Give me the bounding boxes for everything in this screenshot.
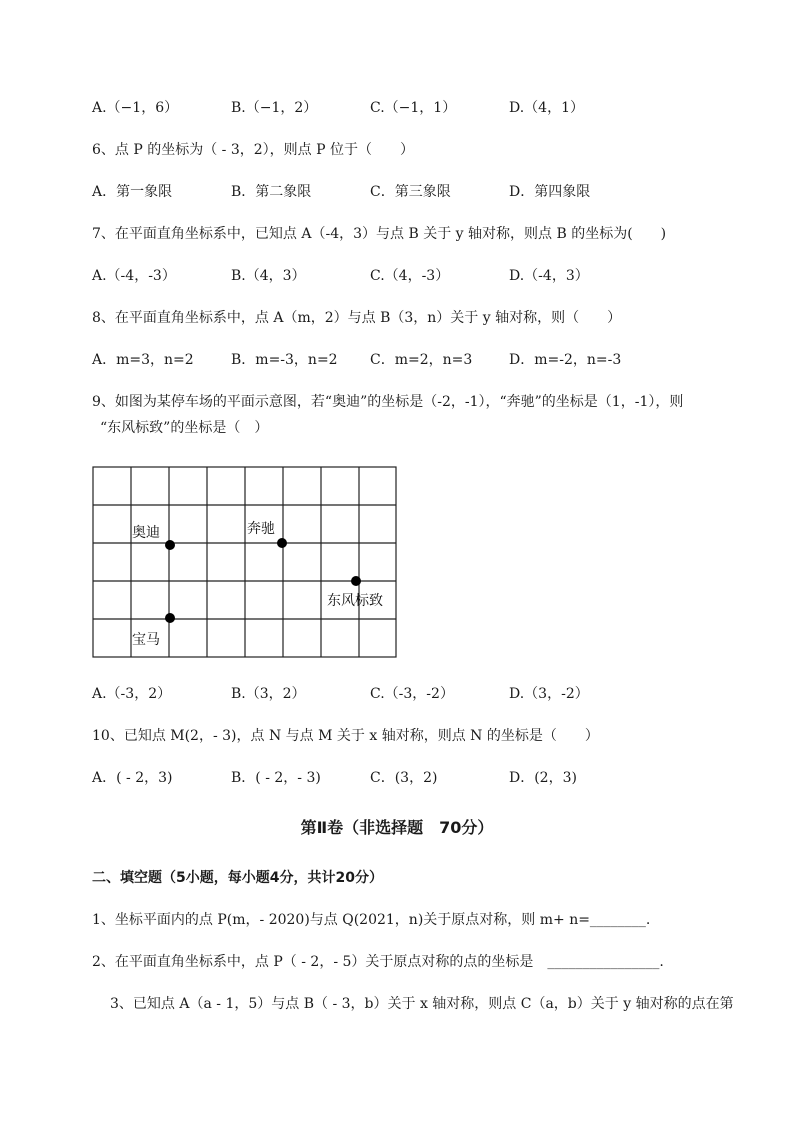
q6-option-b: B．第二象限: [231, 184, 312, 200]
q6-option-a: A．第一象限: [92, 184, 173, 200]
fill-question-2: 2、在平面直角坐标系中，点 P（ - 2，- 5）关于原点对称的点的坐标是 ________________.: [92, 954, 664, 970]
q7-option-c: C.（4，-3）: [370, 268, 450, 284]
q8-option-a: A．m=3，n=2: [92, 352, 194, 368]
q7-stem: 7、在平面直角坐标系中，已知点 A（-4，3）与点 B 关于 y 轴对称，则点 B 的坐标为( ): [92, 226, 667, 242]
q9-option-a: A.（-3，2）: [92, 686, 172, 702]
q8-option-c: C．m=2，n=3: [370, 352, 473, 368]
bmw-point: [165, 613, 175, 623]
fill-question-3: 3、已知点 A（a - 1，5）与点 B（ - 3，b）关于 x 轴对称，则点 C（a，b）关于 y 轴对称的点在第: [110, 996, 734, 1012]
q5-option-c: C.（−1，1）: [370, 100, 457, 116]
q5-option-a: A.（−1，6）: [92, 100, 179, 116]
q7-option-d: D.（-4，3）: [509, 268, 589, 284]
parking-lot-diagram: [92, 466, 398, 659]
q6-option-d: D．第四象限: [509, 184, 591, 200]
q10-option-c: C．(3，2): [370, 770, 438, 786]
q10-stem: 10、已知点 M(2，- 3)，点 N 与点 M 关于 x 轴对称，则点 N 的坐标是（ ）: [92, 728, 599, 744]
q5-option-b: B.（−1，2）: [231, 100, 318, 116]
fill-question-1: 1、坐标平面内的点 P(m，- 2020)与点 Q(2021，n)关于原点对称，则 m+ n=________.: [92, 912, 651, 928]
q9-stem-line1: 9、如图为某停车场的平面示意图，若“奥迪”的坐标是（-2，-1），“奔驰”的坐标是（1，-1），则: [92, 394, 684, 410]
q7-option-b: B.（4，3）: [231, 268, 306, 284]
bmw-label: 宝马: [132, 632, 160, 648]
q5-option-d: D.（4，1）: [509, 100, 584, 116]
q6-stem: 6、点 P 的坐标为（ - 3，2），则点 P 位于（ ）: [92, 142, 414, 158]
fill-section-heading: 二、填空题（5小题，每小题4分，共计20分）: [92, 870, 383, 886]
q9-option-c: C.（-3，-2）: [370, 686, 454, 702]
q6-option-c: C．第三象限: [370, 184, 451, 200]
q9-option-d: D.（3，-2）: [509, 686, 589, 702]
parking-grid: [93, 467, 396, 657]
peugeot-label: 东风标致: [327, 593, 383, 609]
q7-option-a: A.（-4，-3）: [92, 268, 176, 284]
q10-option-a: A．( - 2，3): [92, 770, 173, 786]
q9-stem-line2: “东风标致”的坐标是（ ）: [100, 420, 269, 436]
q8-option-d: D．m=-2，n=-3: [509, 352, 622, 368]
audi-label: 奥迪: [132, 525, 160, 541]
q9-option-b: B.（3，2）: [231, 686, 306, 702]
benz-label: 奔驰: [247, 521, 275, 537]
q8-option-b: B．m=-3，n=2: [231, 352, 338, 368]
peugeot-point: [351, 576, 361, 586]
q10-option-d: D．(2，3): [509, 770, 577, 786]
part2-title: 第Ⅱ卷（非选择题 70分）: [300, 818, 494, 837]
benz-point: [277, 538, 287, 548]
q8-stem: 8、在平面直角坐标系中，点 A（m，2）与点 B（3，n）关于 y 轴对称，则（ ）: [92, 310, 622, 326]
q10-option-b: B．( - 2，- 3): [231, 770, 321, 786]
audi-point: [165, 540, 175, 550]
